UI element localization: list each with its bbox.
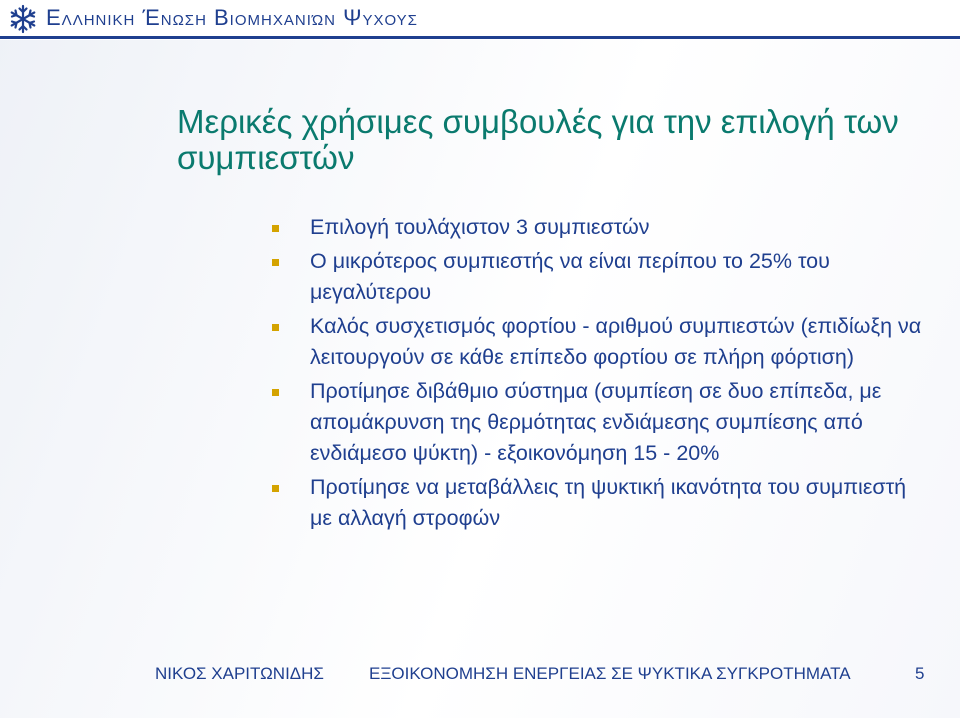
bullet-text: Ο μικρότερος συμπιεστής να είναι περίπου το 25% του μεγαλύτερου <box>310 249 830 304</box>
square-bullet-icon <box>272 259 279 266</box>
square-bullet-icon <box>272 324 279 331</box>
header-bar <box>0 0 960 40</box>
list-item <box>272 311 932 373</box>
list-item <box>272 376 932 469</box>
bullet-list <box>272 212 932 537</box>
bullet-text: Επιλογή τουλάχιστον 3 συμπιεστών <box>310 215 650 239</box>
header-divider <box>0 36 960 39</box>
footer-subject: ΕΞΟΙΚΟΝΟΜΗΣΗ ΕΝΕΡΓΕΙΑΣ ΣΕ ΨΥΚΤΙΚΑ ΣΥΓΚΡΟΤΗΜΑΤΑ <box>369 664 851 683</box>
bullet-text: Προτίμησε διβάθμιο σύστημα (συμπίεση σε δυο επίπεδα, με απομάκρυνση της θερμότητας ενδιάμεσης συμπίεσης από ενδιάμεσο ψύκτη) - εξοικονόμηση 15 - 20% <box>310 379 882 465</box>
slide-title: Μερικές χρήσιμες συμβουλές για την επιλογή των συμπιεστών <box>177 103 899 176</box>
square-bullet-icon <box>272 485 279 492</box>
square-bullet-icon <box>272 389 279 396</box>
bullet-text: Καλός συσχετισμός φορτίου - αριθμού συμπιεστών (επιδίωξη να λειτουργούν σε κάθε επίπεδο φορτίου σε πλήρη φόρτιση) <box>310 314 922 369</box>
footer-author: ΝΙΚΟΣ ΧΑΡΙΤΩΝΙΔΗΣ <box>155 664 324 683</box>
snowflake-icon <box>8 4 38 34</box>
organization-name: Ελληνικη Ένωση Βιομηχανιών Ψυχους <box>46 5 418 30</box>
page-number: 5 <box>915 664 925 683</box>
bullet-text: Προτίμησε να μεταβάλλεις τη ψυκτική ικανότητα του συμπιεστή με αλλαγή στροφών <box>310 475 907 530</box>
list-item <box>272 212 932 243</box>
list-item <box>272 246 932 308</box>
list-item <box>272 472 932 534</box>
square-bullet-icon <box>272 225 279 232</box>
footer <box>155 664 935 692</box>
